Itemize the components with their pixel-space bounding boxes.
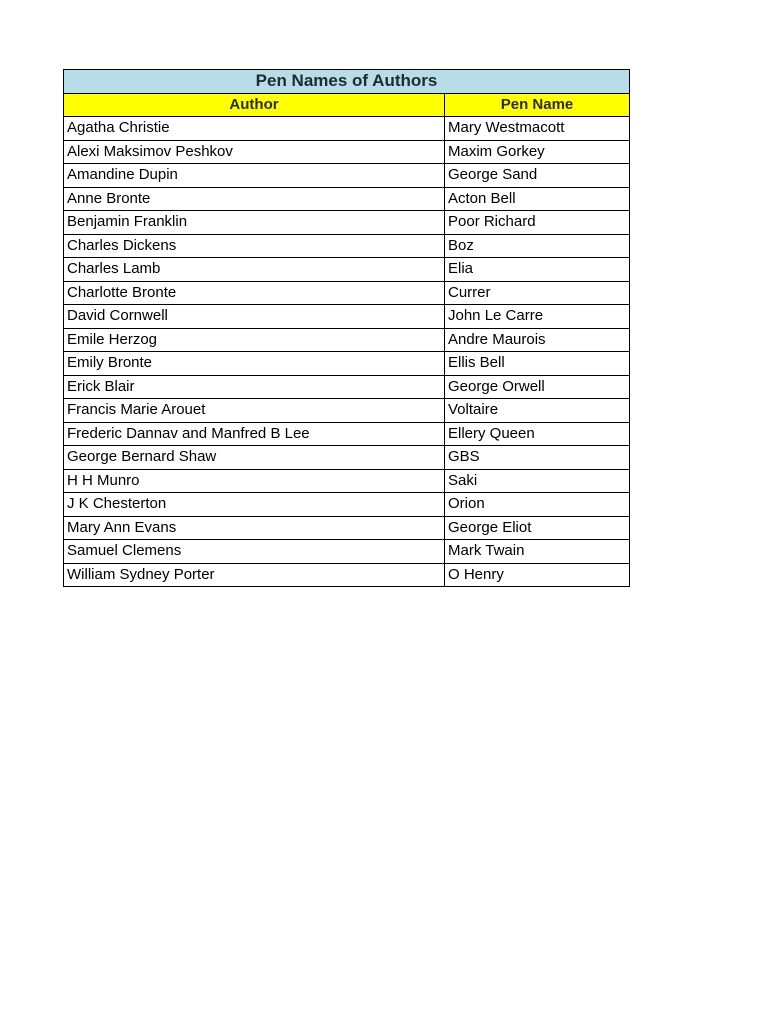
table-row: [64, 305, 630, 329]
table-row: [64, 211, 630, 235]
table-row: [64, 117, 630, 141]
author-cell: Benjamin Franklin: [64, 211, 445, 235]
author-cell: Francis Marie Arouet: [64, 399, 445, 423]
table-row: [64, 493, 630, 517]
author-cell: Agatha Christie: [64, 117, 445, 141]
author-cell: Frederic Dannav and Manfred B Lee: [64, 422, 445, 446]
pen-name-cell: George Eliot: [445, 516, 630, 540]
pen-name-cell: Ellis Bell: [445, 352, 630, 376]
author-cell: Emily Bronte: [64, 352, 445, 376]
table-row: [64, 540, 630, 564]
pen-name-cell: Currer: [445, 281, 630, 305]
pen-name-cell: Poor Richard: [445, 211, 630, 235]
author-cell: George Bernard Shaw: [64, 446, 445, 470]
pen-name-cell: George Orwell: [445, 375, 630, 399]
table-row: [64, 352, 630, 376]
pen-names-table: [63, 69, 630, 587]
author-cell: David Cornwell: [64, 305, 445, 329]
table-row: [64, 258, 630, 282]
author-cell: Mary Ann Evans: [64, 516, 445, 540]
author-cell: J K Chesterton: [64, 493, 445, 517]
pen-name-cell: O Henry: [445, 563, 630, 587]
author-cell: Anne Bronte: [64, 187, 445, 211]
pen-name-cell: Voltaire: [445, 399, 630, 423]
author-cell: William Sydney Porter: [64, 563, 445, 587]
pen-name-cell: Orion: [445, 493, 630, 517]
table-row: [64, 399, 630, 423]
pen-name-cell: Saki: [445, 469, 630, 493]
author-cell: H H Munro: [64, 469, 445, 493]
table-row: [64, 446, 630, 470]
table-row: [64, 164, 630, 188]
table-row: [64, 140, 630, 164]
pen-name-cell: Mark Twain: [445, 540, 630, 564]
author-cell: Emile Herzog: [64, 328, 445, 352]
pen-name-cell: Maxim Gorkey: [445, 140, 630, 164]
table-row: [64, 234, 630, 258]
table-body: [64, 117, 630, 587]
author-cell: Alexi Maksimov Peshkov: [64, 140, 445, 164]
author-cell: Charles Lamb: [64, 258, 445, 282]
author-cell: Amandine Dupin: [64, 164, 445, 188]
table-row: [64, 422, 630, 446]
table-title: Pen Names of Authors: [64, 70, 630, 94]
table-row: [64, 281, 630, 305]
table-row: [64, 328, 630, 352]
table-row: [64, 516, 630, 540]
author-cell: Erick Blair: [64, 375, 445, 399]
pen-name-cell: Ellery Queen: [445, 422, 630, 446]
table-row: [64, 375, 630, 399]
table-title-row: [64, 70, 630, 94]
author-cell: Charles Dickens: [64, 234, 445, 258]
table-row: [64, 563, 630, 587]
pen-name-cell: Andre Maurois: [445, 328, 630, 352]
pen-name-cell: Elia: [445, 258, 630, 282]
pen-name-cell: John Le Carre: [445, 305, 630, 329]
author-column-header: Author: [64, 93, 445, 117]
table-row: [64, 469, 630, 493]
author-cell: Charlotte Bronte: [64, 281, 445, 305]
pen-name-cell: Boz: [445, 234, 630, 258]
pen-name-cell: Acton Bell: [445, 187, 630, 211]
pen-name-cell: GBS: [445, 446, 630, 470]
pen-name-cell: George Sand: [445, 164, 630, 188]
pen-name-cell: Mary Westmacott: [445, 117, 630, 141]
table-row: [64, 187, 630, 211]
table-header-row: [64, 93, 630, 117]
author-cell: Samuel Clemens: [64, 540, 445, 564]
pen-name-column-header: Pen Name: [445, 93, 630, 117]
